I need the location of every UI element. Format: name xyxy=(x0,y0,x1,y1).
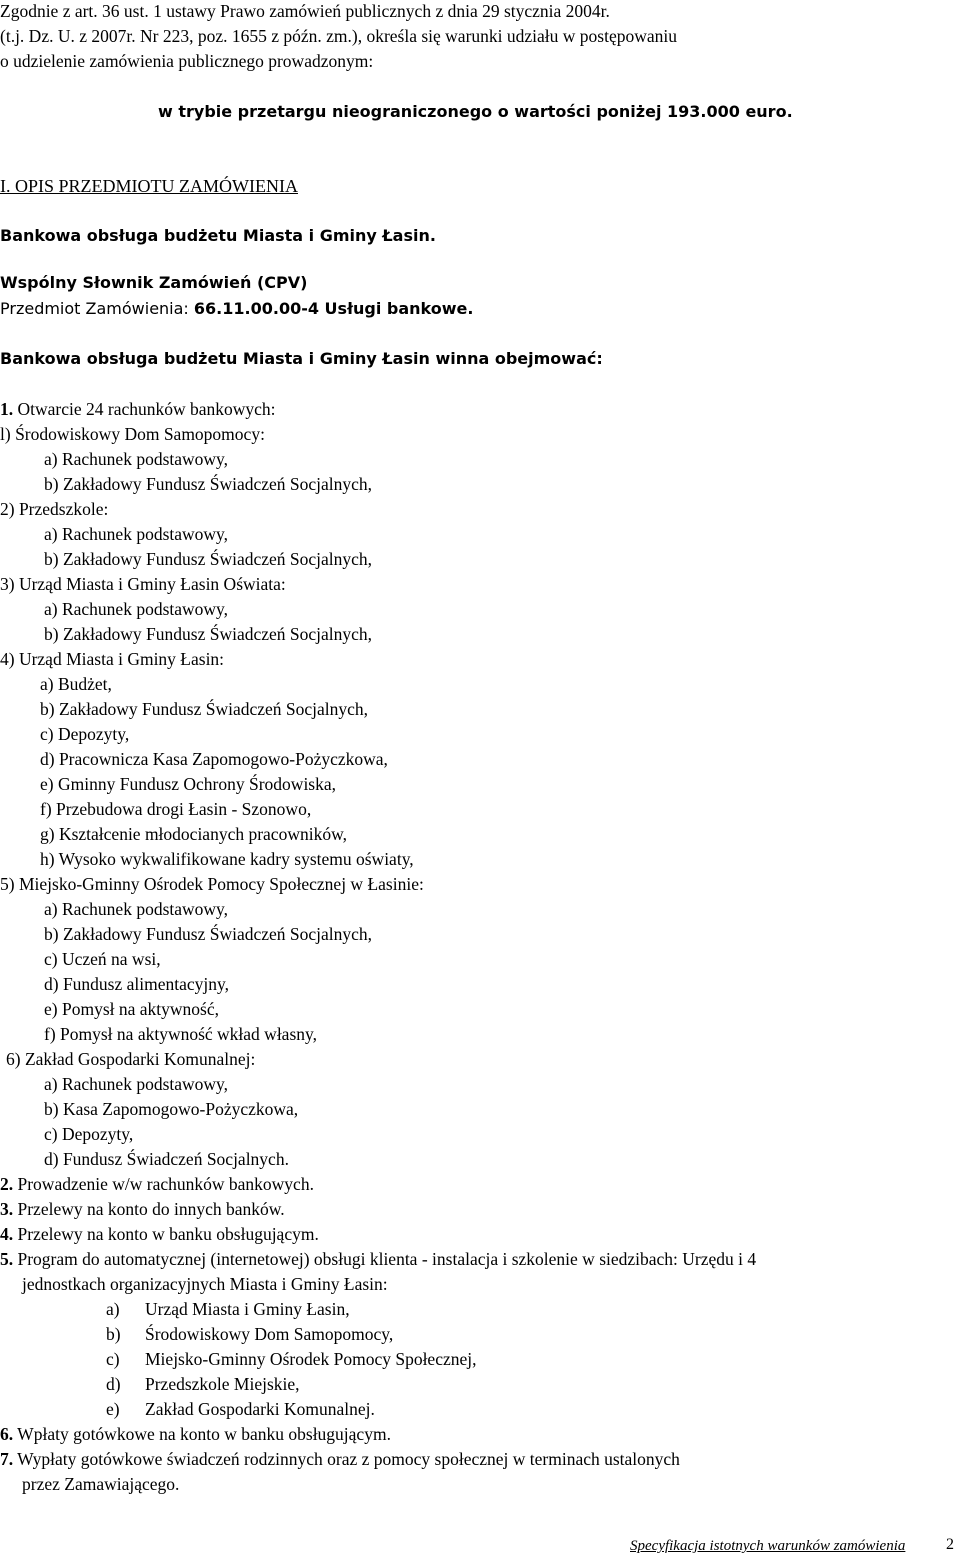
unit-3-account-a: a) Rachunek podstawowy, xyxy=(44,599,229,619)
sublist-item-b: Środowiskowy Dom Samopomocy, xyxy=(145,1324,394,1344)
cpv-label: Przedmiot Zamówienia: xyxy=(0,299,194,318)
item-text: Wypłaty gotówkowe świadczeń rodzinnych oraz z pomocy społecznej w terminach ustalonych xyxy=(13,1449,680,1469)
unit-4-account-e: e) Gminny Fundusz Ochrony Środowiska, xyxy=(40,774,337,794)
unit-4-account-b: b) Zakładowy Fundusz Świadczeń Socjalnych, xyxy=(40,699,369,719)
intro-line-2: (t.j. Dz. U. z 2007r. Nr 223, poz. 1655 z późn. zm.), określa się warunki udziału w postępowaniu xyxy=(0,26,677,46)
footer-title: Specyfikacja istotnych warunków zamówienia xyxy=(630,1538,906,1554)
item-text: Otwarcie 24 rachunków bankowych: xyxy=(13,399,276,419)
item-number: 3. xyxy=(0,1199,14,1219)
list-item-5 xyxy=(0,1248,756,1270)
unit-4-account-g: g) Kształcenie młodocianych pracowników, xyxy=(40,824,347,844)
sublist-label-a: a) xyxy=(106,1299,120,1319)
unit-4-account-c: c) Depozyty, xyxy=(40,724,130,744)
item-text: Prowadzenie w/w rachunków bankowych. xyxy=(13,1174,314,1194)
cpv-line xyxy=(0,298,473,320)
cpv-code: 66.11.00.00-4 Usługi bankowe. xyxy=(193,299,474,318)
unit-6-account-b: b) Kasa Zapomogowo-Pożyczkowa, xyxy=(44,1099,299,1119)
sublist-item-d: Przedszkole Miejskie, xyxy=(145,1374,300,1394)
list-item-4 xyxy=(0,1223,319,1245)
unit-5-account-b: b) Zakładowy Fundusz Świadczeń Socjalnych, xyxy=(44,924,373,944)
cpv-title: Wspólny Słownik Zamówień (CPV) xyxy=(0,273,308,292)
item-number: 6. xyxy=(0,1424,14,1444)
sublist-item-e: Zakład Gospodarki Komunalnej. xyxy=(145,1399,375,1419)
item-text: Przelewy na konto w banku obsługującym. xyxy=(13,1224,319,1244)
unit-5-account-d: d) Fundusz alimentacyjny, xyxy=(44,974,230,994)
unit-5-account-f: f) Pomysł na aktywność wkład własny, xyxy=(44,1024,317,1044)
item-number: 7. xyxy=(0,1449,14,1469)
item-text: Program do automatycznej (internetowej) obsługi klienta - instalacja i szkolenie w siedzibach: Urzędu i 4 xyxy=(13,1249,757,1269)
item-number: 2. xyxy=(0,1174,14,1194)
scope-heading: Bankowa obsługa budżetu Miasta i Gminy Łasin winna obejmować: xyxy=(0,349,603,368)
intro-line-3: o udzielenie zamówienia publicznego prowadzonym: xyxy=(0,51,374,71)
intro-line-1: Zgodnie z art. 36 ust. 1 ustawy Prawo zamówień publicznych z dnia 29 stycznia 2004r. xyxy=(0,1,610,21)
unit-5-account-e: e) Pomysł na aktywność, xyxy=(44,999,219,1019)
unit-6-account-a: a) Rachunek podstawowy, xyxy=(44,1074,229,1094)
unit-6-account-d: d) Fundusz Świadczeń Socjalnych. xyxy=(44,1149,289,1169)
unit-4: 4) Urząd Miasta i Gminy Łasin: xyxy=(0,649,225,669)
unit-6-account-c: c) Depozyty, xyxy=(44,1124,134,1144)
unit-1: l) Środowiskowy Dom Samopomocy: xyxy=(0,424,265,444)
unit-5-account-a: a) Rachunek podstawowy, xyxy=(44,899,229,919)
item-text: Wpłaty gotówkowe na konto w banku obsługującym. xyxy=(13,1424,391,1444)
sublist-item-a: Urząd Miasta i Gminy Łasin, xyxy=(145,1299,350,1319)
list-item-2 xyxy=(0,1173,314,1195)
item-number: 1. xyxy=(0,399,14,419)
sublist-label-d: d) xyxy=(106,1374,121,1394)
unit-4-account-f: f) Przebudowa drogi Łasin - Szonowo, xyxy=(40,799,312,819)
unit-5-account-c: c) Uczeń na wsi, xyxy=(44,949,161,969)
unit-3: 3) Urząd Miasta i Gminy Łasin Oświata: xyxy=(0,574,286,594)
item-number: 5. xyxy=(0,1249,14,1269)
list-item-7 xyxy=(0,1448,680,1470)
unit-2: 2) Przedszkole: xyxy=(0,499,109,519)
section-title: I. OPIS PRZEDMIOTU ZAMÓWIENIA xyxy=(0,176,298,196)
item-number: 4. xyxy=(0,1224,14,1244)
unit-6: 6) Zakład Gospodarki Komunalnej: xyxy=(6,1049,256,1069)
sublist-label-e: e) xyxy=(106,1399,120,1419)
unit-1-account-a: a) Rachunek podstawowy, xyxy=(44,449,229,469)
list-item-6 xyxy=(0,1423,391,1445)
unit-3-account-b: b) Zakładowy Fundusz Świadczeń Socjalnych, xyxy=(44,624,373,644)
unit-4-account-a: a) Budżet, xyxy=(40,674,112,694)
list-item-1 xyxy=(0,398,276,420)
page-number: 2 xyxy=(946,1536,954,1553)
procedure-mode: w trybie przetargu nieograniczonego o wartości poniżej 193.000 euro. xyxy=(158,102,793,121)
unit-2-account-b: b) Zakładowy Fundusz Świadczeń Socjalnych, xyxy=(44,549,373,569)
list-item-5-continuation: jednostkach organizacyjnych Miasta i Gminy Łasin: xyxy=(22,1274,388,1294)
unit-4-account-h: h) Wysoko wykwalifikowane kadry systemu oświaty, xyxy=(40,849,414,869)
unit-2-account-a: a) Rachunek podstawowy, xyxy=(44,524,229,544)
list-item-3 xyxy=(0,1198,285,1220)
unit-1-account-b: b) Zakładowy Fundusz Świadczeń Socjalnych, xyxy=(44,474,373,494)
unit-5: 5) Miejsko-Gminny Ośrodek Pomocy Społecznej w Łasinie: xyxy=(0,874,424,894)
sublist-label-c: c) xyxy=(106,1349,120,1369)
unit-4-account-d: d) Pracownicza Kasa Zapomogowo-Pożyczkowa, xyxy=(40,749,388,769)
order-subject: Bankowa obsługa budżetu Miasta i Gminy Łasin. xyxy=(0,226,436,245)
item-text: Przelewy na konto do innych banków. xyxy=(13,1199,285,1219)
sublist-item-c: Miejsko-Gminny Ośrodek Pomocy Społecznej, xyxy=(145,1349,477,1369)
sublist-label-b: b) xyxy=(106,1324,121,1344)
list-item-7-continuation: przez Zamawiającego. xyxy=(22,1474,180,1494)
